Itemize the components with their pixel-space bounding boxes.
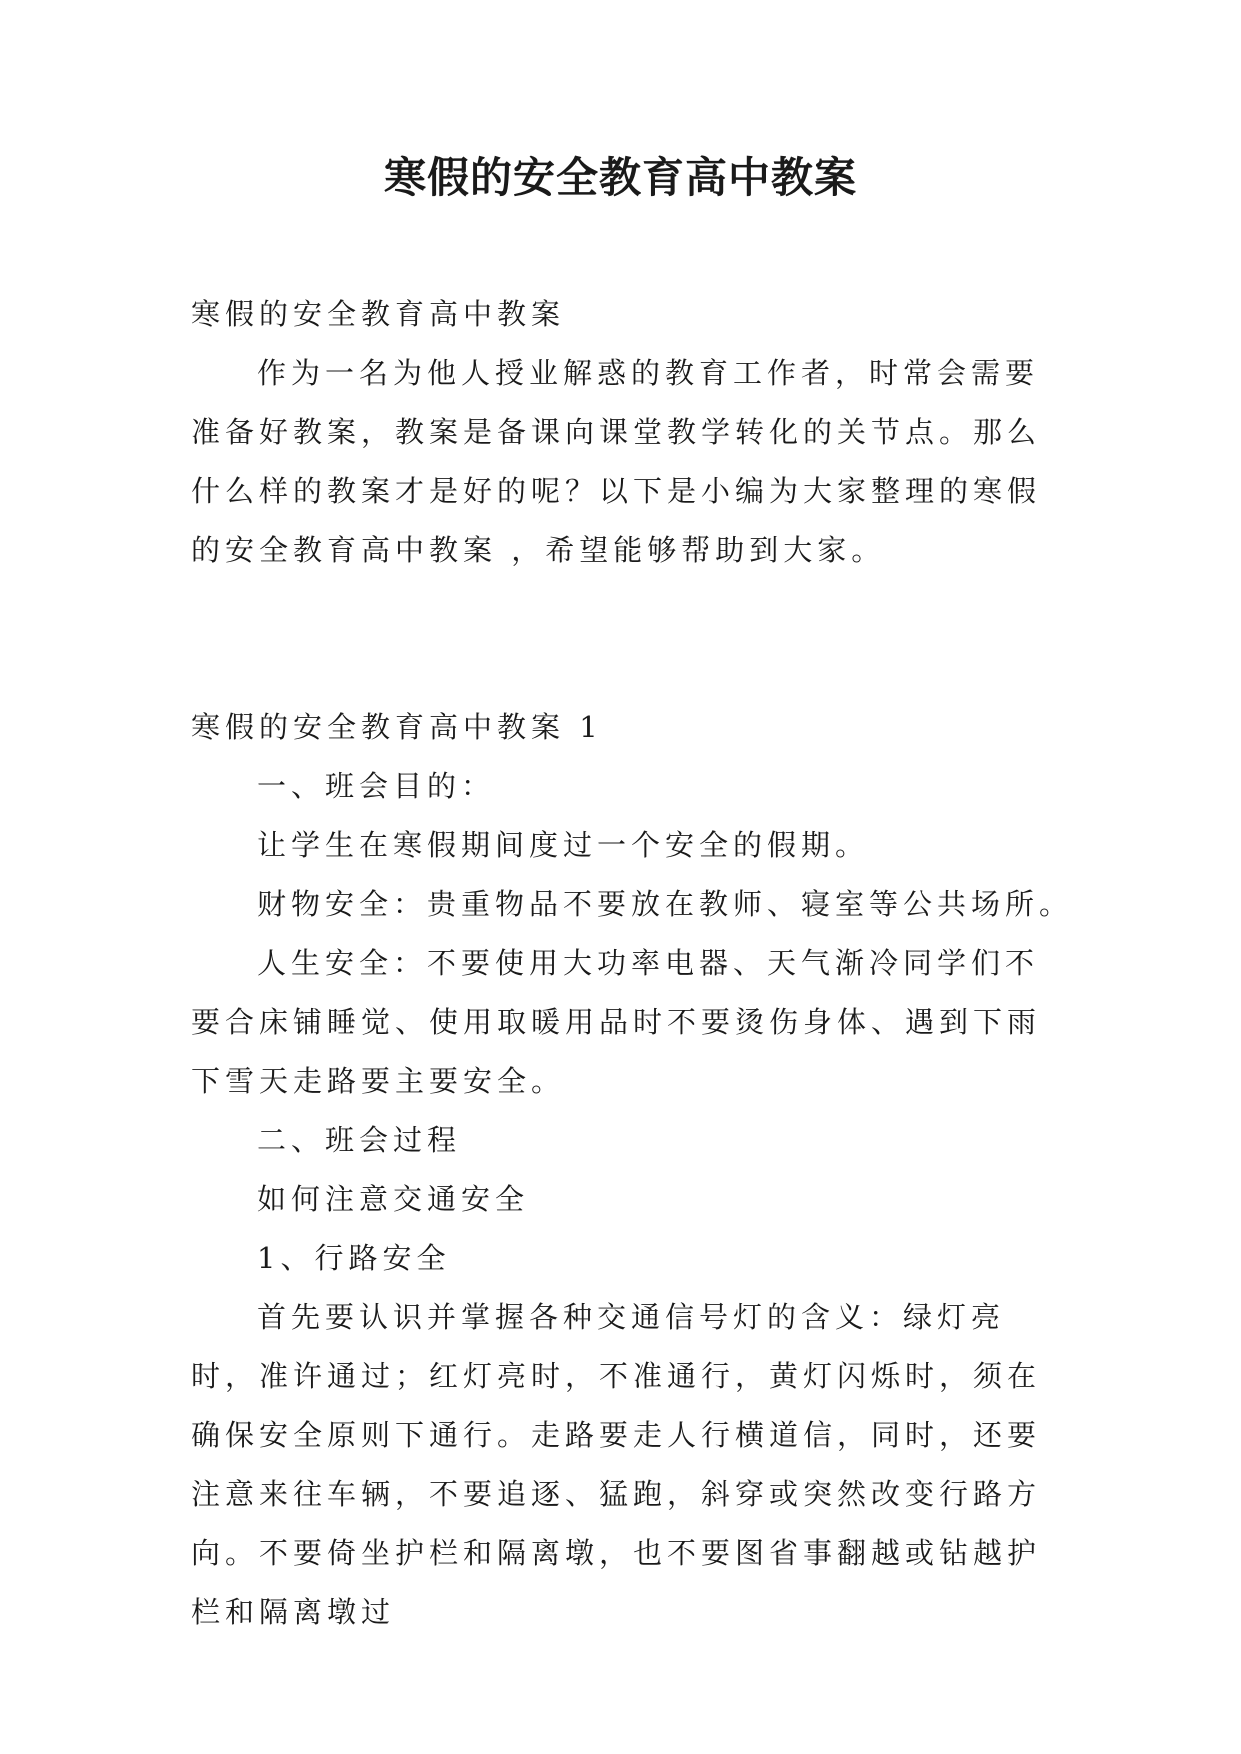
intro-paragraph: 作为一名为他人授业解惑的教育工作者，时常会需要准备好教案，教案是备课向课堂教学转化的关节点。那么什么样的教案才是好的呢？以下是小编为大家整理的寒假的安全教育高中教案 ，希望能够帮助到大家。 <box>191 356 1042 567</box>
paragraph-walking-safety: 首先要认识并掌握各种交通信号灯的含义：绿灯亮时，准许通过；红灯亮时，不准通行，黄灯闪烁时，须在确保安全原则下通行。走路要走人行横道信，同时，还要注意来往车辆，不要追逐、猛跑，斜穿或突然改变行路方向。不要倚坐护栏和隔离墩，也不要图省事翻越或钻越护栏和隔离墩过 <box>191 1300 1042 1629</box>
paragraph-traffic-heading: 如何注意交通安全 <box>257 1182 530 1216</box>
intro-heading: 寒假的安全教育高中教案 <box>191 297 566 331</box>
paragraph-property-safety: 财物安全：贵重物品不要放在教师、寝室等公共场所。 <box>257 887 1074 921</box>
section-heading: 寒假的安全教育高中教案 1 <box>191 710 603 744</box>
paragraph-process-heading: 二、班会过程 <box>257 1123 462 1157</box>
section-gap <box>191 580 1061 698</box>
paragraph-objective-heading: 一、班会目的： <box>257 769 496 803</box>
document-title: 寒假的安全教育高中教案 <box>383 153 857 202</box>
document-body <box>191 285 1074 1642</box>
paragraph-objective: 让学生在寒假期间度过一个安全的假期。 <box>257 828 870 862</box>
paragraph-walking-heading: 1、行路安全 <box>257 1241 451 1275</box>
paragraph-personal-safety: 人生安全：不要使用大功率电器、天气渐冷同学们不要合床铺睡觉、使用取暖用品时不要烫伤身体、遇到下雨下雪天走路要主要安全。 <box>191 946 1042 1098</box>
